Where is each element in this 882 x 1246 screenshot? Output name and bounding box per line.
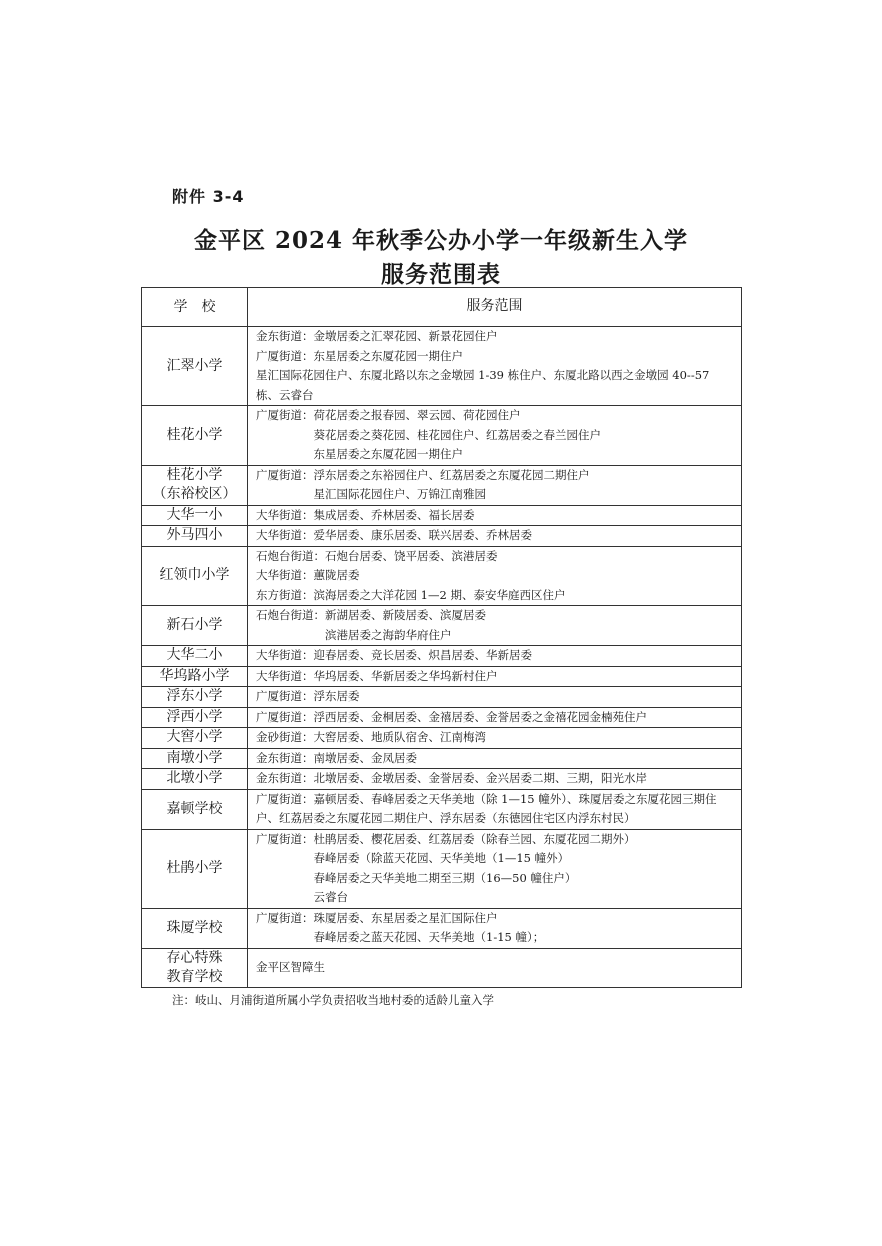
school-name — [142, 666, 248, 687]
service-range-line: 春峰居委之蓝天花园、天华美地（1-15 幢）； — [256, 930, 545, 944]
school-name — [142, 546, 248, 606]
school-name — [142, 769, 248, 790]
table-row — [142, 748, 742, 769]
service-range-line: 星汇国际花园住户、东厦北路以东之金墩园 1-39 栋住户、东厦北路以西之金墩园 40--57 栋、云睿台 — [256, 368, 710, 402]
service-range — [248, 687, 742, 708]
service-range — [248, 829, 742, 908]
school-name-line: 桂花小学 — [166, 426, 223, 443]
school-name-line: 汇翠小学 — [166, 357, 223, 374]
school-name-line: 大窖小学 — [166, 729, 223, 746]
school-name — [142, 707, 248, 728]
table-body — [142, 327, 742, 988]
school-name-line: 嘉顿学校 — [166, 800, 223, 817]
school-name-line: 杜鹃小学 — [166, 860, 223, 876]
service-range — [248, 646, 742, 667]
school-name — [142, 789, 248, 829]
footnote: 注：岐山、月浦街道所属小学负责招收当地村委的适龄儿童入学 — [172, 993, 494, 1007]
table-row — [142, 908, 742, 948]
service-range — [248, 769, 742, 790]
service-range — [248, 728, 742, 749]
table-row — [142, 948, 742, 987]
service-range-line: 大华街道：集成居委、乔林居委、福长居委 — [256, 507, 475, 522]
table-row — [142, 406, 742, 466]
service-range — [248, 406, 742, 466]
table-row — [142, 829, 742, 908]
service-range-line: 金东街道：北墩居委、金墩居委、金誉居委、金兴居委二期、三期，阳光水岸 — [256, 771, 647, 785]
school-name-line: （东裕校区） — [152, 486, 237, 502]
school-name — [142, 505, 248, 526]
table-row — [142, 526, 742, 547]
school-name-line: 桂花小学 — [166, 467, 223, 483]
service-range-line: 广厦街道：杜鹃居委、樱花居委、红荔居委（除春兰园、东厦花园二期外） — [256, 831, 636, 846]
service-range-line: 广厦街道：东星居委之东厦花园一期住户 — [256, 348, 463, 363]
school-name — [142, 406, 248, 466]
service-range-line: 星汇国际花园住户、万锦江南雅园 — [256, 487, 486, 501]
header-school: 学 校 — [142, 288, 248, 327]
school-name-line: 浮西小学 — [166, 708, 223, 725]
school-name — [142, 646, 248, 667]
table-row — [142, 789, 742, 829]
school-name-line: 大华二小 — [166, 647, 223, 664]
service-range-line: 石炮台街道：石炮台居委、饶平居委、滨港居委 — [256, 548, 498, 563]
school-name — [142, 465, 248, 505]
school-name-line: 浮东小学 — [166, 688, 223, 705]
service-range — [248, 707, 742, 728]
service-range-line: 云睿台 — [256, 890, 348, 904]
school-name-line: 南墩小学 — [166, 749, 223, 766]
table-header-row — [142, 288, 742, 327]
table-row — [142, 707, 742, 728]
service-range-line: 大华街道：爱华居委、康乐居委、联兴居委、乔林居委 — [256, 528, 532, 542]
service-range-line: 金东街道：南墩居委、金凤居委 — [256, 750, 417, 765]
service-range-table — [141, 287, 742, 988]
service-range — [248, 789, 742, 829]
service-range — [248, 505, 742, 526]
service-range-line: 广厦街道：荷花居委之报春园、翠云园、荷花园住户 — [256, 408, 521, 422]
school-name — [142, 606, 248, 646]
school-name-line: 新石小学 — [166, 617, 223, 633]
page-title: 金平区 2024 年秋季公办小学一年级新生入学 — [193, 227, 689, 254]
service-range-line: 大华街道：华坞居委、华新居委之华坞新村住户 — [256, 668, 498, 683]
table-row — [142, 687, 742, 708]
school-name-line: 教育学校 — [166, 968, 223, 985]
school-name-line: 珠厦学校 — [166, 919, 223, 936]
school-name-line: 华坞路小学 — [159, 667, 230, 684]
service-range — [248, 606, 742, 646]
service-range — [248, 666, 742, 687]
table-row — [142, 505, 742, 526]
service-range-line: 东方街道：滨海居委之大洋花园 1—2 期、泰安华庭西区住户 — [256, 587, 566, 602]
school-name-line: 大华一小 — [166, 506, 223, 523]
service-range-line: 金东街道：金墩居委之汇翠花园、新景花园住户 — [256, 329, 498, 343]
school-name — [142, 748, 248, 769]
table-row — [142, 769, 742, 790]
school-name — [142, 687, 248, 708]
service-range-line: 金砂街道：大窖居委、地质队宿舍、江南梅湾 — [256, 730, 486, 744]
service-range — [248, 748, 742, 769]
service-range — [248, 327, 742, 406]
school-name-line: 存心特殊 — [166, 949, 223, 966]
service-range-line: 东星居委之东厦花园一期住户 — [256, 447, 463, 461]
service-range-line: 春峰居委之天华美地二期至三期（16—50 幢住户） — [256, 870, 577, 885]
school-name — [142, 908, 248, 948]
school-name — [142, 829, 248, 908]
school-name-line: 红领巾小学 — [159, 567, 230, 584]
table-row — [142, 666, 742, 687]
service-range — [248, 546, 742, 606]
service-range — [248, 526, 742, 547]
header-range: 服务范围 — [248, 288, 742, 327]
service-range-line: 金平区智障生 — [256, 959, 325, 974]
service-range-line: 广厦街道：珠厦居委、东星居委之星汇国际住户 — [256, 910, 498, 925]
service-range-line: 葵花居委之葵花园、桂花园住户、红荔居委之春兰园住户 — [256, 427, 601, 442]
service-range-line: 广厦街道：嘉顿居委、春峰居委之天华美地（除 1—15 幢外）、珠厦居委之东厦花园三期住户、红荔居委之东厦花园二期住户、浮东居委（东德园住宅区内浮东村民） — [256, 791, 717, 825]
service-range-line: 广厦街道：浮东居委之东裕园住户、红荔居委之东厦花园二期住户 — [256, 467, 590, 482]
service-range-line: 大华街道：迎春居委、竞长居委、炽昌居委、华新居委 — [256, 648, 532, 662]
service-range — [248, 948, 742, 987]
service-range-line: 广厦街道：浮西居委、金桐居委、金禧居委、金誉居委之金禧花园金楠苑住户 — [256, 709, 647, 724]
service-range — [248, 465, 742, 505]
table-row — [142, 546, 742, 606]
table-row — [142, 327, 742, 406]
school-name — [142, 728, 248, 749]
school-name — [142, 526, 248, 547]
school-name — [142, 948, 248, 987]
school-name-line: 外马四小 — [166, 527, 223, 544]
table-row — [142, 606, 742, 646]
page-subtitle: 服务范围表 — [381, 261, 501, 288]
service-range-line: 滨港居委之海韵华府住户 — [256, 627, 452, 642]
service-range-line: 春峰居委（除蓝天花园、天华美地（1—15 幢外） — [256, 851, 570, 865]
attachment-label: 附件 3-4 — [172, 187, 245, 206]
service-range-line: 大华街道：蕙陇居委 — [256, 568, 360, 582]
school-name-line: 北墩小学 — [166, 770, 223, 787]
table-row — [142, 465, 742, 505]
service-range — [248, 908, 742, 948]
table-row — [142, 728, 742, 749]
table-row — [142, 646, 742, 667]
service-range-line: 广厦街道：浮东居委 — [256, 689, 360, 703]
service-range-line: 石炮台街道：新湖居委、新陵居委、滨厦居委 — [256, 608, 486, 622]
school-name — [142, 327, 248, 406]
